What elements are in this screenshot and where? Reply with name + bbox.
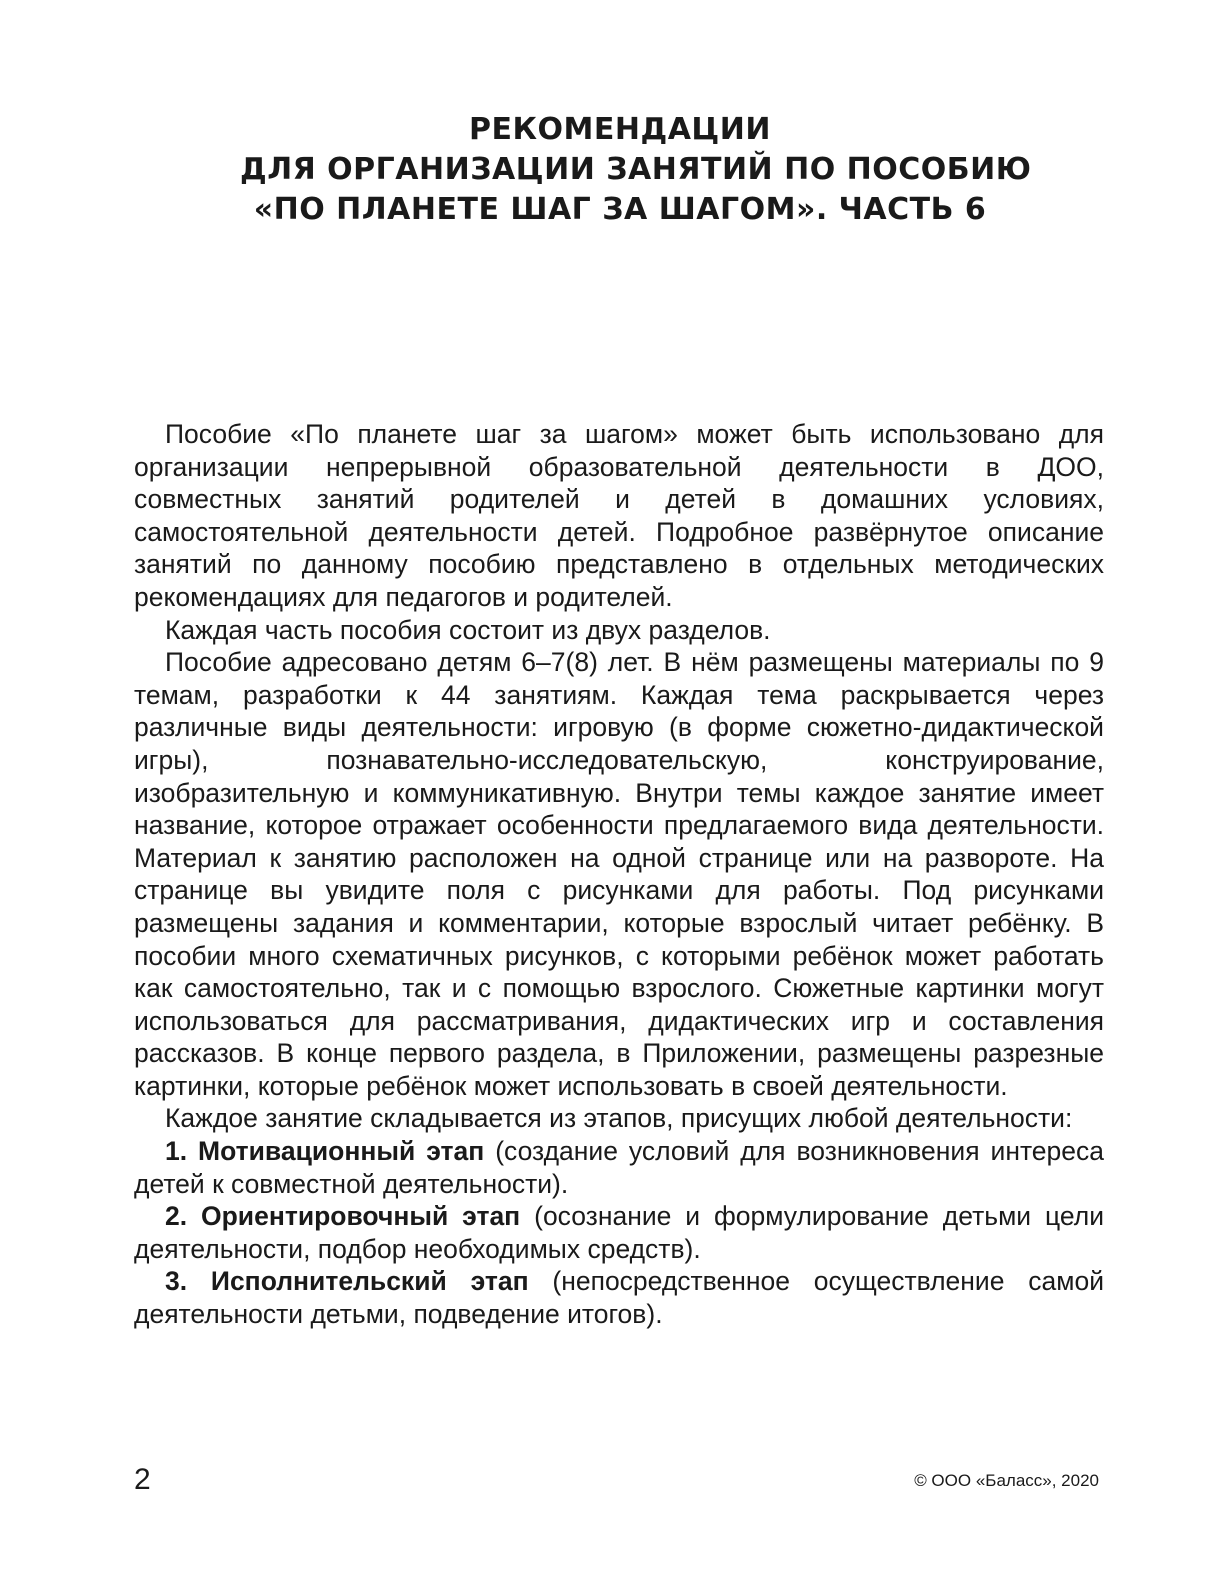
paragraph-parts: Каждая часть пособия состоит из двух разделов. [165, 614, 771, 645]
paragraph-intro: Пособие «По планете шаг за шагом» может быть использовано для организации непрерывной образовательной деятельности в ДОО, совместных занятий родителей и детей в домашних условиях, самостоятельной деятельности детей. Подробное развёрнутое описание занятий по данному пособию представлено в отдельных методических рекомендациях для педагогов и родителей. [134, 419, 1104, 612]
stage-text: (осознание и формулирование детьми цели деятельности, подбор необходимых средств). [134, 1201, 1105, 1264]
paragraph-description: Пособие адресовано детям 6–7(8) лет. В нём размещены материалы по 9 темам, разработки к 44 занятиям. Каждая тема раскрывается через различные виды деятельности: игровую (в форме сюжетно-дидактической игры), познавательно-исследовательскую, конструирование, изобразительную и коммуникативную. Внутри темы каждое занятие имеет название, которое отражает особенности предлагаемого вида деятельности. Материал к занятию расположен на одной странице или на развороте. На странице вы увидите поля с рисунками для работы. Под рисунками размещены задания и комментарии, которые взрослый читает ребёнку. В пособии много схематичных рисунков, с которыми ребёнок может работать как самостоятельно, так и с помощью взрослого. Сюжетные картинки могут использоваться для рассматривания, дидактических игр и составления рассказов. В конце первого раздела, в Приложении, размещены разрезные картинки, которые ребёнок может использовать в своей деятельности. [134, 647, 1104, 1101]
page-title [240, 110, 1032, 230]
title-line-2: ДЛЯ ОРГАНИЗАЦИИ ЗАНЯТИЙ ПО ПОСОБИЮ [240, 152, 1032, 187]
copyright: © ООО «Баласс», 2020 [914, 1471, 1099, 1490]
title-line-1: РЕКОМЕНДАЦИИ [469, 112, 771, 147]
paragraph-stages-intro: Каждое занятие складывается из этапов, присущих любой деятельности: [165, 1103, 1073, 1134]
stage-item-orientation [134, 1200, 1104, 1265]
stage-item-motivation [134, 1135, 1104, 1200]
stage-item-execution [134, 1265, 1104, 1330]
stage-label: 2. Ориентировочный этап [165, 1201, 521, 1232]
stage-text: (непосредственное осуществление самой деятельности детьми, подведение итогов). [134, 1266, 1104, 1330]
stage-label: 1. Мотивационный этап [165, 1136, 485, 1167]
title-line-3: «ПО ПЛАНЕТЕ ШАГ ЗА ШАГОМ». ЧАСТЬ 6 [253, 192, 987, 227]
page-number: 2 [134, 1463, 151, 1496]
stage-text: (создание условий для возникновения интереса детей к совместной деятельности). [134, 1136, 1104, 1199]
stage-label: 3. Исполнительский этап [165, 1266, 529, 1297]
body-text [134, 418, 1104, 1331]
